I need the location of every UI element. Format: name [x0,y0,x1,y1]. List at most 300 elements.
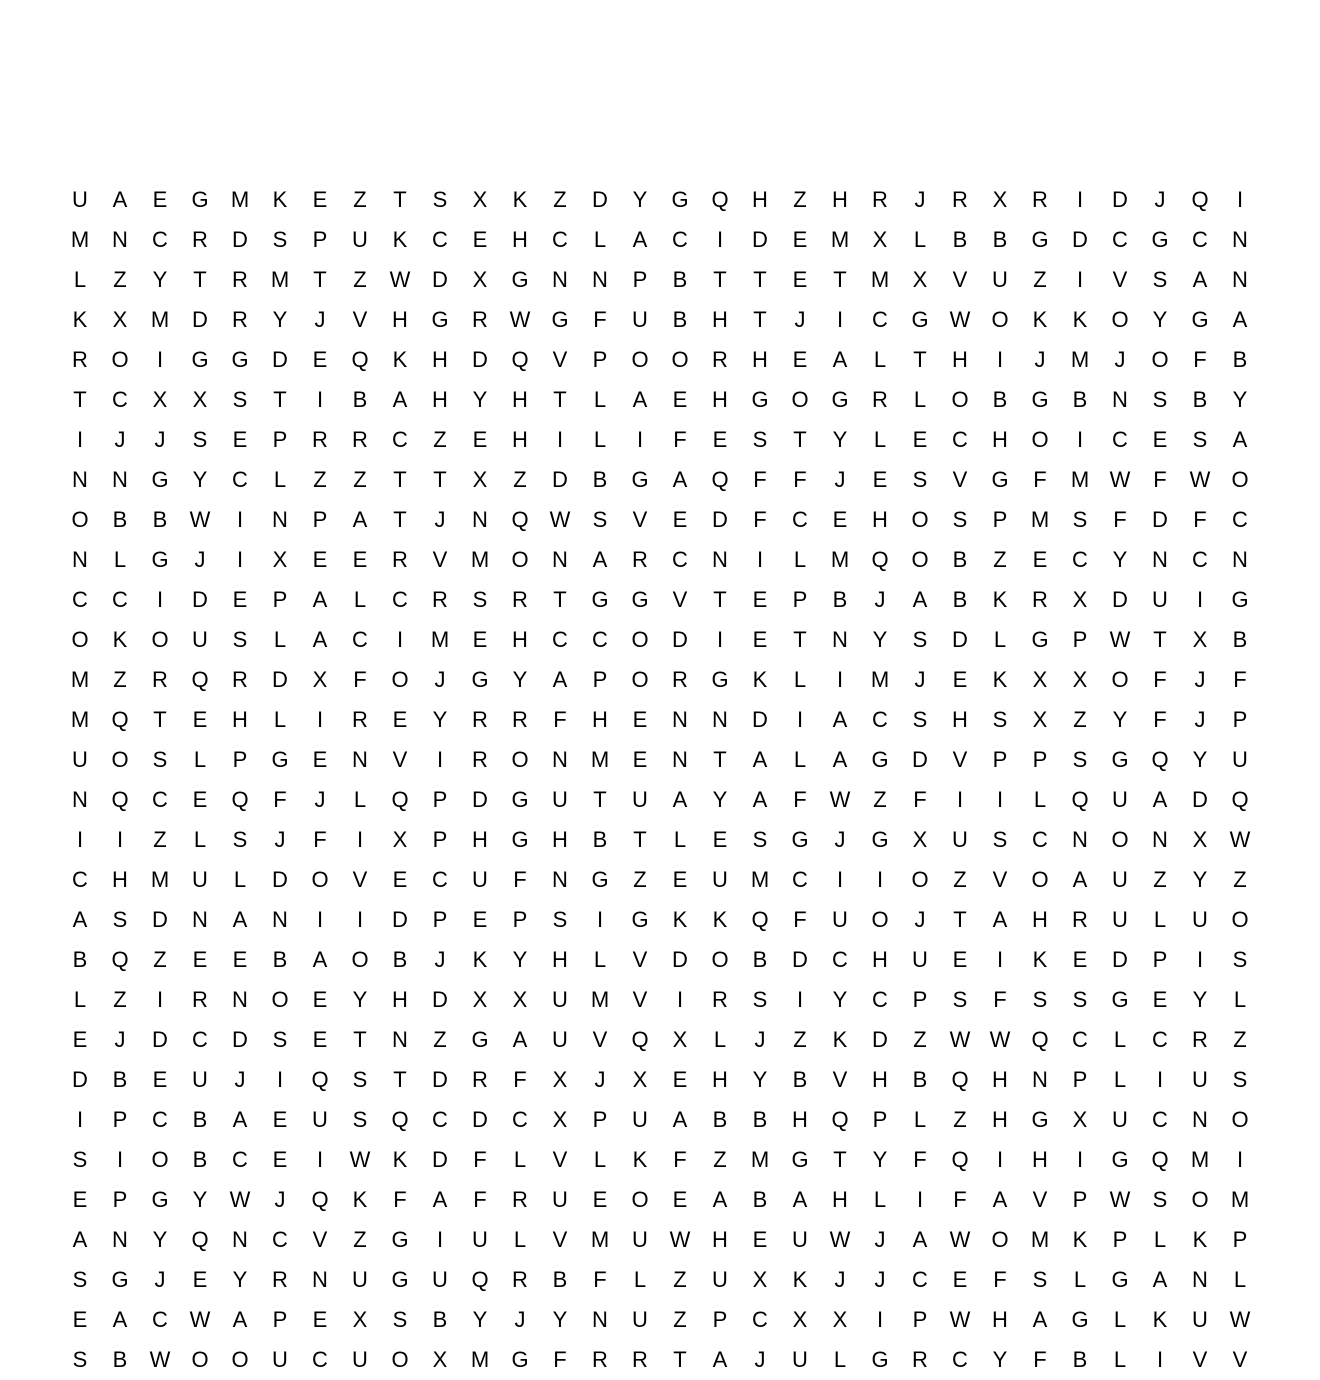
letter-cell[interactable]: I [1076,267,1084,292]
letter-cell[interactable]: H [512,627,528,652]
letter-cell[interactable]: U [992,267,1008,292]
letter-cell[interactable]: Z [513,467,527,492]
letter-cell[interactable]: H [432,347,448,372]
letter-cell[interactable]: B [552,1267,568,1292]
letter-cell[interactable]: P [512,907,528,932]
letter-cell[interactable]: F [1153,467,1167,492]
letter-cell[interactable]: Q [231,787,249,812]
letter-cell[interactable]: X [872,227,888,252]
letter-cell[interactable]: G [191,187,209,212]
letter-cell[interactable]: F [473,1187,487,1212]
letter-cell[interactable]: H [232,707,248,732]
letter-cell[interactable]: W [1229,827,1251,852]
letter-cell[interactable]: I [996,947,1004,972]
letter-cell[interactable]: Q [511,347,529,372]
letter-cell[interactable]: L [1233,987,1247,1012]
letter-cell[interactable]: B [1192,387,1208,412]
letter-cell[interactable]: K [512,187,528,212]
letter-cell[interactable]: L [593,1147,607,1172]
letter-cell[interactable]: I [1076,1147,1084,1172]
letter-cell[interactable]: H [1032,907,1048,932]
letter-cell[interactable]: I [716,227,724,252]
letter-cell[interactable]: Z [433,1027,447,1052]
letter-cell[interactable]: E [752,627,768,652]
letter-cell[interactable]: X [1032,667,1048,692]
letter-cell[interactable]: Z [353,467,367,492]
letter-cell[interactable]: R [1072,907,1088,932]
letter-cell[interactable]: M [1070,347,1090,372]
letter-cell[interactable]: E [312,1027,328,1052]
letter-cell[interactable]: L [713,1027,727,1052]
letter-cell[interactable]: R [392,547,408,572]
letter-cell[interactable]: H [992,1107,1008,1132]
letter-cell[interactable]: G [1111,747,1129,772]
letter-cell[interactable]: S [472,587,488,612]
letter-cell[interactable]: O [1231,907,1249,932]
letter-cell[interactable]: P [432,907,448,932]
letter-cell[interactable]: P [912,1307,928,1332]
letter-cell[interactable]: I [756,547,764,572]
letter-cell[interactable]: S [552,907,568,932]
letter-cell[interactable]: E [272,1107,288,1132]
letter-cell[interactable]: I [996,1147,1004,1172]
letter-cell[interactable]: G [511,787,529,812]
letter-cell[interactable]: U [1112,787,1128,812]
letter-cell[interactable]: C [152,227,168,252]
letter-cell[interactable]: K [992,667,1008,692]
letter-cell[interactable]: M [870,667,890,692]
letter-cell[interactable]: B [152,507,168,532]
letter-cell[interactable]: S [392,1307,408,1332]
letter-cell[interactable]: L [273,627,287,652]
letter-cell[interactable]: R [192,987,208,1012]
letter-cell[interactable]: D [432,1147,448,1172]
letter-cell[interactable]: J [274,1187,286,1212]
letter-cell[interactable]: A [712,1187,728,1212]
letter-cell[interactable]: Y [1232,387,1248,412]
letter-cell[interactable]: X [472,467,488,492]
letter-cell[interactable]: W [509,307,531,332]
letter-cell[interactable]: G [911,307,929,332]
letter-cell[interactable]: O [1111,307,1129,332]
letter-cell[interactable]: D [152,907,168,932]
letter-cell[interactable]: E [472,627,488,652]
letter-cell[interactable]: J [314,787,326,812]
letter-cell[interactable]: K [352,1187,368,1212]
letter-cell[interactable]: M [270,267,290,292]
letter-cell[interactable]: A [1032,1307,1048,1332]
letter-cell[interactable]: W [389,267,411,292]
letter-cell[interactable]: B [192,1107,208,1132]
letter-cell[interactable]: U [192,1067,208,1092]
letter-cell[interactable]: E [752,1227,768,1252]
letter-cell[interactable]: B [352,387,368,412]
letter-cell[interactable]: P [1232,1227,1248,1252]
letter-cell[interactable]: U [472,867,488,892]
letter-cell[interactable]: D [232,1027,248,1052]
letter-cell[interactable]: A [1232,307,1248,332]
letter-cell[interactable]: J [234,1067,246,1092]
letter-cell[interactable]: K [1032,947,1048,972]
letter-cell[interactable]: C [232,1147,248,1172]
letter-cell[interactable]: H [992,427,1008,452]
letter-cell[interactable]: I [836,867,844,892]
letter-cell[interactable]: B [112,507,128,532]
letter-cell[interactable]: L [273,707,287,732]
letter-cell[interactable]: U [1232,747,1248,772]
letter-cell[interactable]: S [912,467,928,492]
letter-cell[interactable]: A [392,387,408,412]
letter-cell[interactable]: T [1153,627,1167,652]
letter-cell[interactable]: N [672,747,688,772]
letter-cell[interactable]: G [111,1267,129,1292]
letter-cell[interactable]: Z [673,1267,687,1292]
letter-cell[interactable]: I [116,1147,124,1172]
letter-cell[interactable]: A [752,747,768,772]
letter-cell[interactable]: P [992,747,1008,772]
letter-cell[interactable]: W [1109,1187,1131,1212]
letter-cell[interactable]: E [872,467,888,492]
letter-cell[interactable]: V [392,747,408,772]
letter-cell[interactable]: B [1072,387,1088,412]
letter-cell[interactable]: K [1152,1307,1168,1332]
letter-cell[interactable]: J [754,1347,766,1372]
letter-cell[interactable]: V [552,347,568,372]
letter-cell[interactable]: F [1153,667,1167,692]
letter-cell[interactable]: Y [992,1347,1008,1372]
letter-cell[interactable]: E [232,947,248,972]
letter-cell[interactable]: R [952,187,968,212]
letter-cell[interactable]: X [832,1307,848,1332]
letter-cell[interactable]: W [1109,467,1131,492]
letter-cell[interactable]: N [232,987,248,1012]
letter-cell[interactable]: F [753,467,767,492]
letter-cell[interactable]: I [876,867,884,892]
letter-cell[interactable]: W [189,507,211,532]
letter-cell[interactable]: M [1190,1147,1210,1172]
letter-cell[interactable]: Z [793,187,807,212]
letter-cell[interactable]: C [112,587,128,612]
letter-cell[interactable]: A [752,787,768,812]
letter-cell[interactable]: L [1113,1067,1127,1092]
letter-cell[interactable]: X [1072,587,1088,612]
letter-cell[interactable]: K [392,227,408,252]
letter-cell[interactable]: J [154,427,166,452]
letter-cell[interactable]: I [156,587,164,612]
letter-cell[interactable]: F [993,1267,1007,1292]
letter-cell[interactable]: E [472,907,488,932]
letter-cell[interactable]: O [991,1227,1009,1252]
letter-cell[interactable]: A [592,547,608,572]
letter-cell[interactable]: H [792,1107,808,1132]
letter-cell[interactable]: Z [353,1227,367,1252]
letter-cell[interactable]: L [593,947,607,972]
letter-cell[interactable]: I [276,1067,284,1092]
letter-cell[interactable]: G [431,307,449,332]
letter-cell[interactable]: L [1073,1267,1087,1292]
letter-cell[interactable]: G [871,747,889,772]
letter-cell[interactable]: T [953,907,967,932]
letter-cell[interactable]: E [232,587,248,612]
letter-cell[interactable]: B [112,1347,128,1372]
letter-cell[interactable]: T [353,1027,367,1052]
letter-cell[interactable]: Y [512,947,528,972]
letter-cell[interactable]: J [594,1067,606,1092]
letter-cell[interactable]: E [632,747,648,772]
letter-cell[interactable]: L [833,1347,847,1372]
letter-cell[interactable]: S [1072,987,1088,1012]
letter-cell[interactable]: F [753,507,767,532]
letter-cell[interactable]: X [392,827,408,852]
letter-cell[interactable]: Q [751,907,769,932]
letter-cell[interactable]: C [872,307,888,332]
letter-cell[interactable]: I [1156,1347,1164,1372]
letter-cell[interactable]: T [793,627,807,652]
letter-cell[interactable]: V [592,1027,608,1052]
letter-cell[interactable]: A [832,707,848,732]
letter-cell[interactable]: G [231,347,249,372]
letter-cell[interactable]: Y [352,987,368,1012]
letter-cell[interactable]: B [752,1107,768,1132]
letter-cell[interactable]: C [232,467,248,492]
letter-cell[interactable]: D [792,947,808,972]
letter-cell[interactable]: R [512,1267,528,1292]
letter-cell[interactable]: Q [511,507,529,532]
letter-cell[interactable]: U [1112,867,1128,892]
letter-cell[interactable]: S [232,627,248,652]
letter-cell[interactable]: T [393,187,407,212]
letter-cell[interactable]: M [870,267,890,292]
letter-cell[interactable]: E [312,347,328,372]
letter-cell[interactable]: L [73,267,87,292]
letter-cell[interactable]: C [592,627,608,652]
letter-cell[interactable]: L [513,1227,527,1252]
letter-cell[interactable]: S [152,747,168,772]
letter-cell[interactable]: G [471,1027,489,1052]
letter-cell[interactable]: Z [1153,867,1167,892]
letter-cell[interactable]: H [1032,1147,1048,1172]
letter-cell[interactable]: D [72,1067,88,1092]
letter-cell[interactable]: L [193,747,207,772]
letter-cell[interactable]: B [272,947,288,972]
letter-cell[interactable]: I [1196,587,1204,612]
letter-cell[interactable]: K [392,1147,408,1172]
letter-cell[interactable]: P [1112,1227,1128,1252]
letter-cell[interactable]: G [751,387,769,412]
letter-cell[interactable]: Z [953,867,967,892]
letter-cell[interactable]: G [551,307,569,332]
letter-cell[interactable]: W [949,307,971,332]
letter-cell[interactable]: H [392,307,408,332]
letter-cell[interactable]: S [72,1267,88,1292]
letter-cell[interactable]: F [313,827,327,852]
letter-cell[interactable]: C [1112,427,1128,452]
letter-cell[interactable]: B [1232,627,1248,652]
letter-cell[interactable]: D [712,507,728,532]
letter-cell[interactable]: P [112,1187,128,1212]
letter-cell[interactable]: L [113,547,127,572]
letter-cell[interactable]: A [672,1107,688,1132]
letter-cell[interactable]: X [912,827,928,852]
letter-cell[interactable]: Y [1192,867,1208,892]
letter-cell[interactable]: Z [913,1027,927,1052]
letter-cell[interactable]: A [792,1187,808,1212]
letter-cell[interactable]: Q [871,547,889,572]
letter-cell[interactable]: X [272,547,288,572]
letter-cell[interactable]: F [673,427,687,452]
letter-cell[interactable]: C [952,1347,968,1372]
letter-cell[interactable]: Z [113,667,127,692]
letter-cell[interactable]: C [1072,1027,1088,1052]
letter-cell[interactable]: G [871,1347,889,1372]
letter-cell[interactable]: V [632,987,648,1012]
letter-cell[interactable]: F [393,1187,407,1212]
letter-cell[interactable]: E [72,1027,88,1052]
letter-cell[interactable]: B [432,1307,448,1332]
letter-cell[interactable]: O [631,1187,649,1212]
letter-cell[interactable]: K [672,907,688,932]
letter-cell[interactable]: S [72,1347,88,1372]
letter-cell[interactable]: N [1232,267,1248,292]
letter-cell[interactable]: O [1231,1107,1249,1132]
letter-cell[interactable]: E [952,947,968,972]
letter-cell[interactable]: C [432,1107,448,1132]
letter-cell[interactable]: O [631,627,649,652]
letter-cell[interactable]: E [952,667,968,692]
letter-cell[interactable]: I [116,827,124,852]
letter-cell[interactable]: Y [1152,307,1168,332]
letter-cell[interactable]: E [72,1307,88,1332]
letter-cell[interactable]: S [1152,1187,1168,1212]
letter-cell[interactable]: W [949,1307,971,1332]
letter-cell[interactable]: J [1194,667,1206,692]
letter-cell[interactable]: Y [1192,747,1208,772]
letter-cell[interactable]: C [872,987,888,1012]
letter-cell[interactable]: I [316,707,324,732]
letter-cell[interactable]: A [1192,267,1208,292]
letter-cell[interactable]: F [913,787,927,812]
letter-cell[interactable]: B [752,1187,768,1212]
letter-cell[interactable]: D [752,227,768,252]
letter-cell[interactable]: S [1032,987,1048,1012]
letter-cell[interactable]: U [1152,587,1168,612]
letter-cell[interactable]: C [152,1307,168,1332]
letter-cell[interactable]: X [472,987,488,1012]
letter-cell[interactable]: L [73,987,87,1012]
letter-cell[interactable]: O [151,1147,169,1172]
letter-cell[interactable]: R [632,1347,648,1372]
letter-cell[interactable]: R [352,707,368,732]
letter-cell[interactable]: C [512,1107,528,1132]
letter-cell[interactable]: Z [433,427,447,452]
letter-cell[interactable]: F [793,787,807,812]
letter-cell[interactable]: G [1191,307,1209,332]
letter-cell[interactable]: N [1152,827,1168,852]
letter-cell[interactable]: G [191,347,209,372]
letter-cell[interactable]: D [472,1107,488,1132]
letter-cell[interactable]: G [151,547,169,572]
letter-cell[interactable]: X [552,1067,568,1092]
letter-cell[interactable]: G [1031,387,1049,412]
letter-cell[interactable]: L [1113,1307,1127,1332]
letter-cell[interactable]: Q [951,1147,969,1172]
letter-cell[interactable]: Y [272,307,288,332]
letter-cell[interactable]: A [1232,427,1248,452]
letter-cell[interactable]: A [832,347,848,372]
letter-cell[interactable]: X [672,1027,688,1052]
letter-cell[interactable]: K [992,587,1008,612]
letter-cell[interactable]: Y [1112,547,1128,572]
letter-cell[interactable]: D [392,907,408,932]
letter-cell[interactable]: C [72,587,88,612]
letter-cell[interactable]: I [76,1107,84,1132]
letter-cell[interactable]: P [992,507,1008,532]
letter-cell[interactable]: H [872,1067,888,1092]
letter-cell[interactable]: P [1072,1067,1088,1092]
letter-cell[interactable]: P [872,1107,888,1132]
letter-cell[interactable]: H [712,387,728,412]
letter-cell[interactable]: N [72,547,88,572]
letter-cell[interactable]: A [912,1227,928,1252]
letter-cell[interactable]: W [829,787,851,812]
letter-cell[interactable]: A [112,1307,128,1332]
letter-cell[interactable]: V [1112,267,1128,292]
letter-cell[interactable]: C [1232,507,1248,532]
letter-cell[interactable]: I [596,907,604,932]
letter-cell[interactable]: A [832,747,848,772]
letter-cell[interactable]: M [1070,467,1090,492]
letter-cell[interactable]: Q [1191,187,1209,212]
letter-cell[interactable]: H [512,227,528,252]
letter-cell[interactable]: C [432,867,448,892]
letter-cell[interactable]: Y [192,1187,208,1212]
letter-cell[interactable]: T [753,267,767,292]
letter-cell[interactable]: D [152,1027,168,1052]
letter-cell[interactable]: N [72,467,88,492]
letter-cell[interactable]: S [192,427,208,452]
letter-cell[interactable]: S [912,707,928,732]
letter-cell[interactable]: R [472,307,488,332]
letter-cell[interactable]: O [631,667,649,692]
letter-cell[interactable]: V [672,587,688,612]
letter-cell[interactable]: J [914,667,926,692]
letter-cell[interactable]: F [1233,667,1247,692]
letter-cell[interactable]: L [1113,1027,1127,1052]
letter-cell[interactable]: F [1153,707,1167,732]
letter-cell[interactable]: S [592,507,608,532]
letter-cell[interactable]: J [434,507,446,532]
letter-cell[interactable]: Z [313,467,327,492]
letter-cell[interactable]: J [514,1307,526,1332]
letter-cell[interactable]: U [352,1267,368,1292]
letter-cell[interactable]: T [673,1347,687,1372]
letter-cell[interactable]: C [1192,547,1208,572]
letter-cell[interactable]: L [913,227,927,252]
letter-cell[interactable]: S [992,707,1008,732]
letter-cell[interactable]: V [552,1147,568,1172]
letter-cell[interactable]: C [552,627,568,652]
letter-cell[interactable]: F [273,787,287,812]
letter-cell[interactable]: Q [391,787,409,812]
letter-cell[interactable]: H [512,387,528,412]
letter-cell[interactable]: A [672,787,688,812]
letter-cell[interactable]: Y [1112,707,1128,732]
letter-cell[interactable]: U [712,867,728,892]
letter-cell[interactable]: W [229,1187,251,1212]
letter-cell[interactable]: Q [191,667,209,692]
letter-cell[interactable]: N [1192,1267,1208,1292]
letter-cell[interactable]: T [393,1067,407,1092]
